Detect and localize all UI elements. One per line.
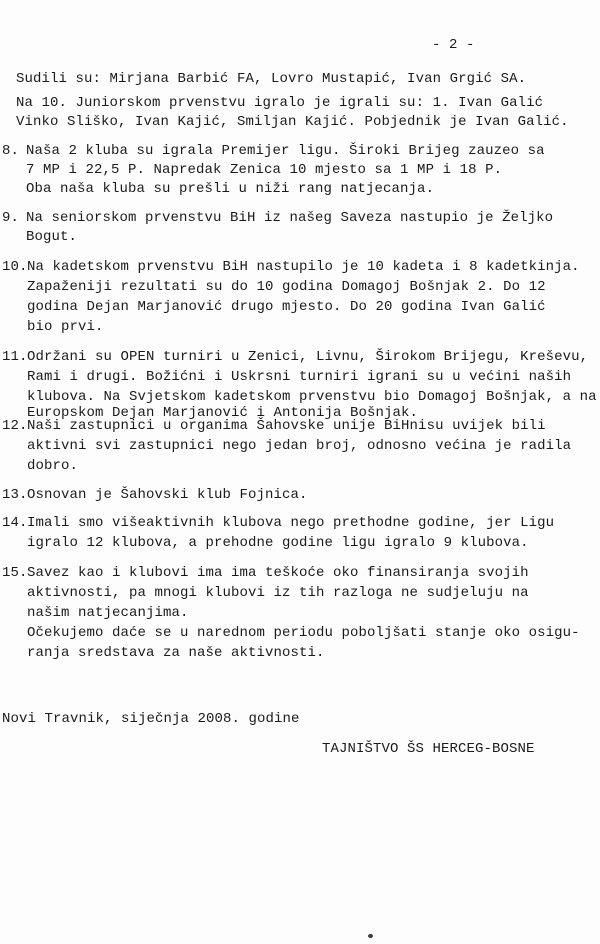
item-14-line-2: igralo 12 klubova, a prehodne godine ligu igralo 9 klubova.	[27, 535, 529, 551]
place-date: Novi Travnik, siječnja 2008. godine	[2, 711, 300, 727]
junior-line-1: Na 10. Juniorskom prvenstvu igralo je igrali su: 1. Ivan Galić	[16, 95, 544, 111]
item-12-line-1: Naši zastupnici u organima Šahovske unije BiHnisu uvijek bili	[27, 418, 546, 434]
page-number: - 2 -	[432, 37, 475, 53]
item-9-line-1: Na seniorskom prvenstvu BiH iz našeg Saveza nastupio je Željko	[26, 210, 554, 226]
item-14-line-1: Imali smo višeaktivnih klubova nego prethodne godine, jer Ligu	[27, 515, 555, 531]
item-10-line-3: godina Dejan Marjanović drugo mjesto. Do 20 godina Ivan Galić	[27, 299, 546, 315]
item-11-line-3: klubova. Na Svjetskom kadetskom prvenstvu bio Domagoj Bošnjak, a na	[27, 389, 597, 405]
item-15-line-5: ranja sredstava za naše aktivnosti.	[27, 645, 325, 661]
item-12-line-2: aktivni svi zastupnici nego jedan broj, odnosno većina je radila	[27, 438, 572, 454]
junior-line-2: Vinko Sliško, Ivan Kajić, Smiljan Kajić. Pobjednik je Ivan Galić.	[16, 114, 569, 130]
item-8-line-1: Naša 2 kluba su igrala Premijer ligu. Široki Brijeg zauzeo sa	[26, 143, 545, 159]
item-8-number: 8.	[2, 143, 20, 159]
item-11-line-4: Europskom Dejan Marjanović i Antonija Bošnjak.	[27, 405, 419, 421]
item-15-line-2: aktivnosti, pa mnogi klubovi iz tih razloga ne sudjeluju na	[27, 585, 529, 601]
item-14-number: 14.	[2, 515, 28, 531]
item-10-line-1: Na kadetskom prvenstvu BiH nastupilo je 10 kadeta i 8 kadetkinja.	[27, 259, 580, 275]
item-13-number: 13.	[2, 487, 28, 503]
item-11-line-2: Rami i drugi. Božićni i Uskrsni turniri igrani su u većini naših	[27, 369, 572, 385]
item-8-line-2: 7 MP i 22,5 P. Napredak Zenica 10 mjesto sa 1 MP i 18 P.	[26, 162, 503, 178]
signature-block: TAJNIŠTVO ŠS HERCEG-BOSNE	[322, 741, 535, 757]
item-11-number: 11.	[2, 349, 28, 365]
item-8-line-3: Oba naša kluba su prešli u niži rang natjecanja.	[26, 181, 435, 197]
item-9-line-2: Bogut.	[26, 229, 78, 245]
judges-line: Sudili su: Mirjana Barbić FA, Lovro Mustapić, Ivan Grgić SA.	[16, 71, 527, 87]
item-10-number: 10.	[2, 259, 28, 275]
item-12-number: 12.	[2, 418, 28, 434]
scan-speck	[368, 934, 373, 938]
item-15-line-1: Savez kao i klubovi ima ima teškoće oko finansiranja svojih	[27, 565, 529, 581]
item-12-line-3: dobro.	[27, 458, 79, 474]
item-10-line-4: bio prvi.	[27, 319, 104, 335]
item-15-number: 15.	[2, 565, 28, 581]
item-9-number: 9.	[2, 210, 20, 226]
item-15-line-4: Očekujemo daće se u narednom periodu poboljšati stanje oko osigu-	[27, 625, 580, 641]
item-11-line-1: Održani su OPEN turniri u Zenici, Livnu, Širokom Brijegu, Kreševu,	[27, 349, 589, 365]
item-15-line-3: našim natjecanjima.	[27, 605, 189, 621]
item-13-line-1: Osnovan je Šahovski klub Fojnica.	[27, 487, 308, 503]
item-10-line-2: Zapaženiji rezultati su do 10 godina Domagoj Bošnjak 2. Do 12	[27, 279, 546, 295]
